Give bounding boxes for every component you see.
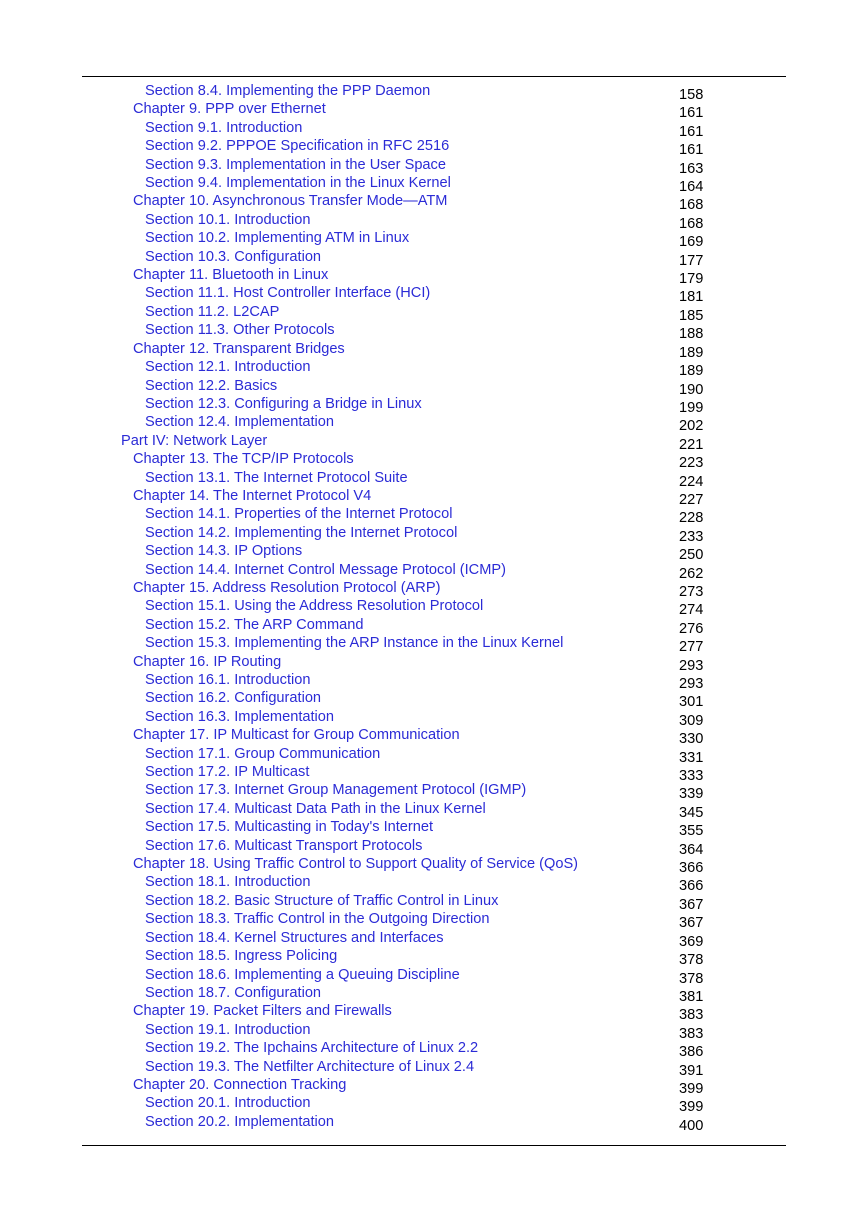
toc-section-link[interactable]: Section 19.3. The Netfilter Architecture of Linux 2.4 (145, 1058, 475, 1075)
toc-page-number: 391 (679, 1062, 704, 1079)
toc-page-number: 169 (679, 234, 704, 251)
toc-section-link[interactable]: Section 10.3. Configuration (145, 248, 322, 265)
toc-section-link[interactable]: Section 12.4. Implementation (145, 414, 335, 431)
toc-page-number: 223 (679, 455, 704, 472)
toc-row (0, 505, 868, 527)
toc-page-number: 224 (679, 473, 704, 490)
toc-row (0, 689, 868, 711)
toc-section-link[interactable]: Section 19.2. The Ipchains Architecture of Linux 2.2 (145, 1040, 479, 1057)
toc-page-number: 399 (679, 1099, 704, 1116)
toc-section-link[interactable]: Section 18.4. Kernel Structures and Interfaces (145, 929, 444, 946)
toc-page-number: 188 (679, 326, 704, 343)
toc-page-number: 161 (679, 123, 704, 140)
toc-section-link[interactable]: Section 12.1. Introduction (145, 359, 311, 376)
toc-page-number: 185 (679, 307, 704, 324)
toc-chapter-link[interactable]: Chapter 17. IP Multicast for Group Communication (133, 727, 460, 744)
toc-section-link[interactable]: Section 15.2. The ARP Command (145, 616, 364, 633)
toc-row (0, 929, 868, 950)
toc-row (0, 524, 868, 545)
toc-page-number: 274 (679, 602, 704, 619)
toc-page-number: 177 (679, 252, 704, 269)
toc-page-number: 168 (679, 215, 704, 232)
toc-row (0, 1094, 868, 1116)
toc-row (0, 708, 868, 729)
toc-page-number: 366 (679, 860, 704, 877)
toc-page-number: 228 (679, 510, 704, 527)
toc-page-number: 227 (679, 491, 704, 508)
toc-page-number: 168 (679, 197, 704, 214)
table-of-contents (0, 82, 868, 1134)
toc-section-link[interactable]: Section 17.5. Multicasting in Today's Internet (145, 819, 434, 836)
toc-row (0, 321, 868, 343)
toc-row (0, 745, 868, 766)
toc-chapter-link[interactable]: Chapter 10. Asynchronous Transfer Mode—ATM (133, 193, 448, 210)
toc-row (0, 1113, 868, 1134)
toc-row (0, 947, 868, 969)
toc-page-number: 202 (679, 418, 704, 435)
toc-section-link[interactable]: Section 15.1. Using the Address Resolution Protocol (145, 598, 484, 615)
toc-page-number: 378 (679, 952, 704, 969)
toc-chapter-link[interactable]: Chapter 15. Address Resolution Protocol (ARP) (133, 579, 441, 596)
toc-row (0, 266, 868, 288)
toc-page-number: 383 (679, 1025, 704, 1042)
toc-row (0, 192, 868, 214)
toc-row (0, 100, 868, 122)
toc-section-link[interactable]: Section 19.1. Introduction (145, 1021, 311, 1038)
toc-page-number: 250 (679, 547, 704, 564)
toc-page-number: 331 (679, 749, 704, 766)
toc-section-link[interactable]: Section 17.2. IP Multicast (145, 764, 310, 781)
toc-chapter-link[interactable]: Chapter 16. IP Routing (133, 653, 282, 670)
toc-section-link[interactable]: Section 14.4. Internet Control Message Protocol (ICMP) (145, 561, 506, 578)
toc-row (0, 579, 868, 600)
toc-section-link[interactable]: Section 17.3. Internet Group Management Protocol (IGMP) (145, 782, 527, 799)
toc-section-link[interactable]: Section 9.1. Introduction (145, 119, 303, 136)
toc-row (0, 377, 868, 398)
toc-page-number: 383 (679, 1007, 704, 1024)
toc-row (0, 156, 868, 177)
toc-page-number: 189 (679, 363, 704, 380)
toc-page-number: 163 (679, 160, 704, 177)
toc-page-number: 378 (679, 970, 704, 987)
toc-row (0, 616, 868, 637)
toc-page-number: 276 (679, 620, 704, 637)
toc-row (0, 966, 868, 987)
toc-row (0, 413, 868, 435)
toc-chapter-link[interactable]: Chapter 9. PPP over Ethernet (133, 101, 326, 118)
toc-row (0, 818, 868, 840)
toc-chapter-link[interactable]: Chapter 18. Using Traffic Control to Support Quality of Service (QoS) (133, 856, 579, 873)
toc-section-link[interactable]: Section 20.1. Introduction (145, 1095, 311, 1112)
toc-row (0, 1021, 868, 1042)
toc-page-number: 199 (679, 399, 704, 416)
toc-section-link[interactable]: Section 11.2. L2CAP (145, 303, 280, 320)
toc-chapter-link[interactable]: Chapter 19. Packet Filters and Firewalls (133, 1003, 392, 1020)
toc-section-link[interactable]: Section 12.2. Basics (145, 377, 278, 394)
toc-page-number: 369 (679, 933, 704, 950)
toc-page-number: 400 (679, 1117, 704, 1134)
toc-section-link[interactable]: Section 8.4. Implementing the PPP Daemon (145, 83, 431, 99)
toc-row (0, 229, 868, 251)
toc-row (0, 873, 868, 895)
toc-page-number: 345 (679, 804, 704, 821)
toc-page-number: 367 (679, 915, 704, 932)
toc-page-number: 399 (679, 1080, 704, 1097)
toc-row (0, 763, 868, 785)
toc-row (0, 450, 868, 472)
toc-chapter-link[interactable]: Chapter 13. The TCP/IP Protocols (133, 451, 354, 468)
toc-page-number: 262 (679, 565, 704, 582)
toc-section-link[interactable]: Section 12.3. Configuring a Bridge in Linux (145, 395, 422, 412)
toc-section-link[interactable]: Section 10.2. Implementing ATM in Linux (145, 230, 410, 247)
toc-section-link[interactable]: Section 18.7. Configuration (145, 984, 322, 1001)
toc-row (0, 984, 868, 1005)
top-rule (82, 76, 786, 77)
toc-row (0, 137, 868, 159)
toc-row (0, 597, 868, 619)
toc-section-link[interactable]: Section 15.3. Implementing the ARP Instance in the Linux Kernel (145, 635, 564, 652)
toc-page-number: 293 (679, 676, 704, 692)
toc-part-link[interactable]: Part IV: Network Layer (121, 432, 268, 449)
toc-page-number: 330 (679, 731, 704, 748)
toc-row (0, 340, 868, 361)
toc-page-number: 366 (679, 878, 704, 895)
toc-row (0, 1002, 868, 1024)
toc-section-link[interactable]: Section 16.3. Implementation (145, 708, 335, 725)
toc-row (0, 1058, 868, 1079)
toc-page-number: 355 (679, 823, 704, 840)
toc-section-link[interactable]: Section 13.1. The Internet Protocol Suite (145, 469, 408, 486)
toc-section-link[interactable]: Section 17.4. Multicast Data Path in the Linux Kernel (145, 800, 486, 817)
toc-page-number: 161 (679, 142, 704, 159)
toc-page-number: 364 (679, 841, 704, 858)
toc-chapter-link[interactable]: Chapter 20. Connection Tracking (133, 1076, 347, 1093)
toc-page-number: 189 (679, 344, 704, 361)
toc-page-number: 367 (679, 896, 704, 913)
toc-row (0, 469, 868, 490)
toc-row (0, 432, 868, 453)
toc-section-link[interactable]: Section 18.5. Ingress Policing (145, 948, 338, 965)
toc-row (0, 855, 868, 877)
toc-section-link[interactable]: Section 20.2. Implementation (145, 1113, 335, 1130)
toc-page-number: 386 (679, 1044, 704, 1061)
toc-page-number: 309 (679, 712, 704, 729)
toc-row (0, 634, 868, 656)
toc-row (0, 174, 868, 196)
toc-section-link[interactable]: Section 18.1. Introduction (145, 874, 311, 891)
toc-section-link[interactable]: Section 17.6. Multicast Transport Protocols (145, 837, 423, 854)
toc-section-link[interactable]: Section 14.3. IP Options (145, 543, 303, 560)
toc-section-link[interactable]: Section 14.1. Properties of the Internet Protocol (145, 506, 453, 523)
toc-row (0, 653, 868, 674)
toc-row (0, 800, 868, 821)
toc-section-link[interactable]: Section 11.1. Host Controller Interface (HCI) (145, 285, 431, 302)
toc-row (0, 910, 868, 932)
toc-chapter-link[interactable]: Chapter 11. Bluetooth in Linux (133, 267, 329, 284)
toc-page-number: 339 (679, 786, 704, 803)
toc-row (0, 726, 868, 748)
toc-row (0, 781, 868, 803)
toc-row (0, 561, 868, 582)
toc-page-number: 333 (679, 768, 704, 785)
toc-section-link[interactable]: Section 9.2. PPPOE Specification in RFC 2516 (145, 138, 450, 155)
bottom-rule (82, 1145, 786, 1146)
toc-page-number: 164 (679, 179, 704, 196)
toc-section-link[interactable]: Section 18.3. Traffic Control in the Outgoing Direction (145, 911, 490, 928)
toc-page-number: 301 (679, 694, 704, 711)
toc-page-number: 161 (679, 105, 704, 122)
toc-page-number: 179 (679, 271, 704, 288)
toc-row (0, 211, 868, 232)
toc-row (0, 358, 868, 380)
toc-section-link[interactable]: Section 18.2. Basic Structure of Traffic Control in Linux (145, 892, 499, 909)
toc-section-link[interactable]: Section 14.2. Implementing the Internet Protocol (145, 524, 458, 541)
toc-section-link[interactable]: Section 9.4. Implementation in the Linux Kernel (145, 175, 451, 192)
toc-row (0, 542, 868, 564)
toc-row (0, 82, 868, 103)
toc-row (0, 303, 868, 324)
toc-section-link[interactable]: Section 16.2. Configuration (145, 690, 322, 707)
toc-section-link[interactable]: Section 18.6. Implementing a Queuing Discipline (145, 966, 460, 983)
toc-page-number: 190 (679, 381, 704, 398)
toc-page-number: 273 (679, 583, 704, 600)
toc-row (0, 892, 868, 913)
toc-page-number: 221 (679, 436, 704, 453)
toc-section-link[interactable]: Section 11.3. Other Protocols (145, 322, 335, 339)
toc-row (0, 248, 868, 269)
toc-page-number: 381 (679, 988, 704, 1005)
toc-row (0, 395, 868, 416)
toc-section-link[interactable]: Section 9.3. Implementation in the User Space (145, 156, 446, 173)
toc-page-number: 293 (679, 657, 704, 674)
toc-chapter-link[interactable]: Chapter 12. Transparent Bridges (133, 340, 345, 357)
toc-row (0, 119, 868, 140)
toc-page-number: 233 (679, 528, 704, 545)
toc-chapter-link[interactable]: Chapter 14. The Internet Protocol V4 (133, 487, 372, 504)
toc-section-link[interactable]: Section 17.1. Group Communication (145, 745, 381, 762)
toc-section-link[interactable]: Section 16.1. Introduction (145, 672, 311, 688)
toc-row (0, 1076, 868, 1097)
toc-section-link[interactable]: Section 10.1. Introduction (145, 211, 311, 228)
toc-row (0, 1039, 868, 1061)
toc-page-number: 181 (679, 289, 704, 306)
toc-row (0, 837, 868, 858)
toc-row (0, 284, 868, 306)
toc-page-number: 158 (679, 87, 704, 103)
toc-page-number: 277 (679, 639, 704, 656)
toc-row (0, 487, 868, 508)
toc-row (0, 671, 868, 692)
